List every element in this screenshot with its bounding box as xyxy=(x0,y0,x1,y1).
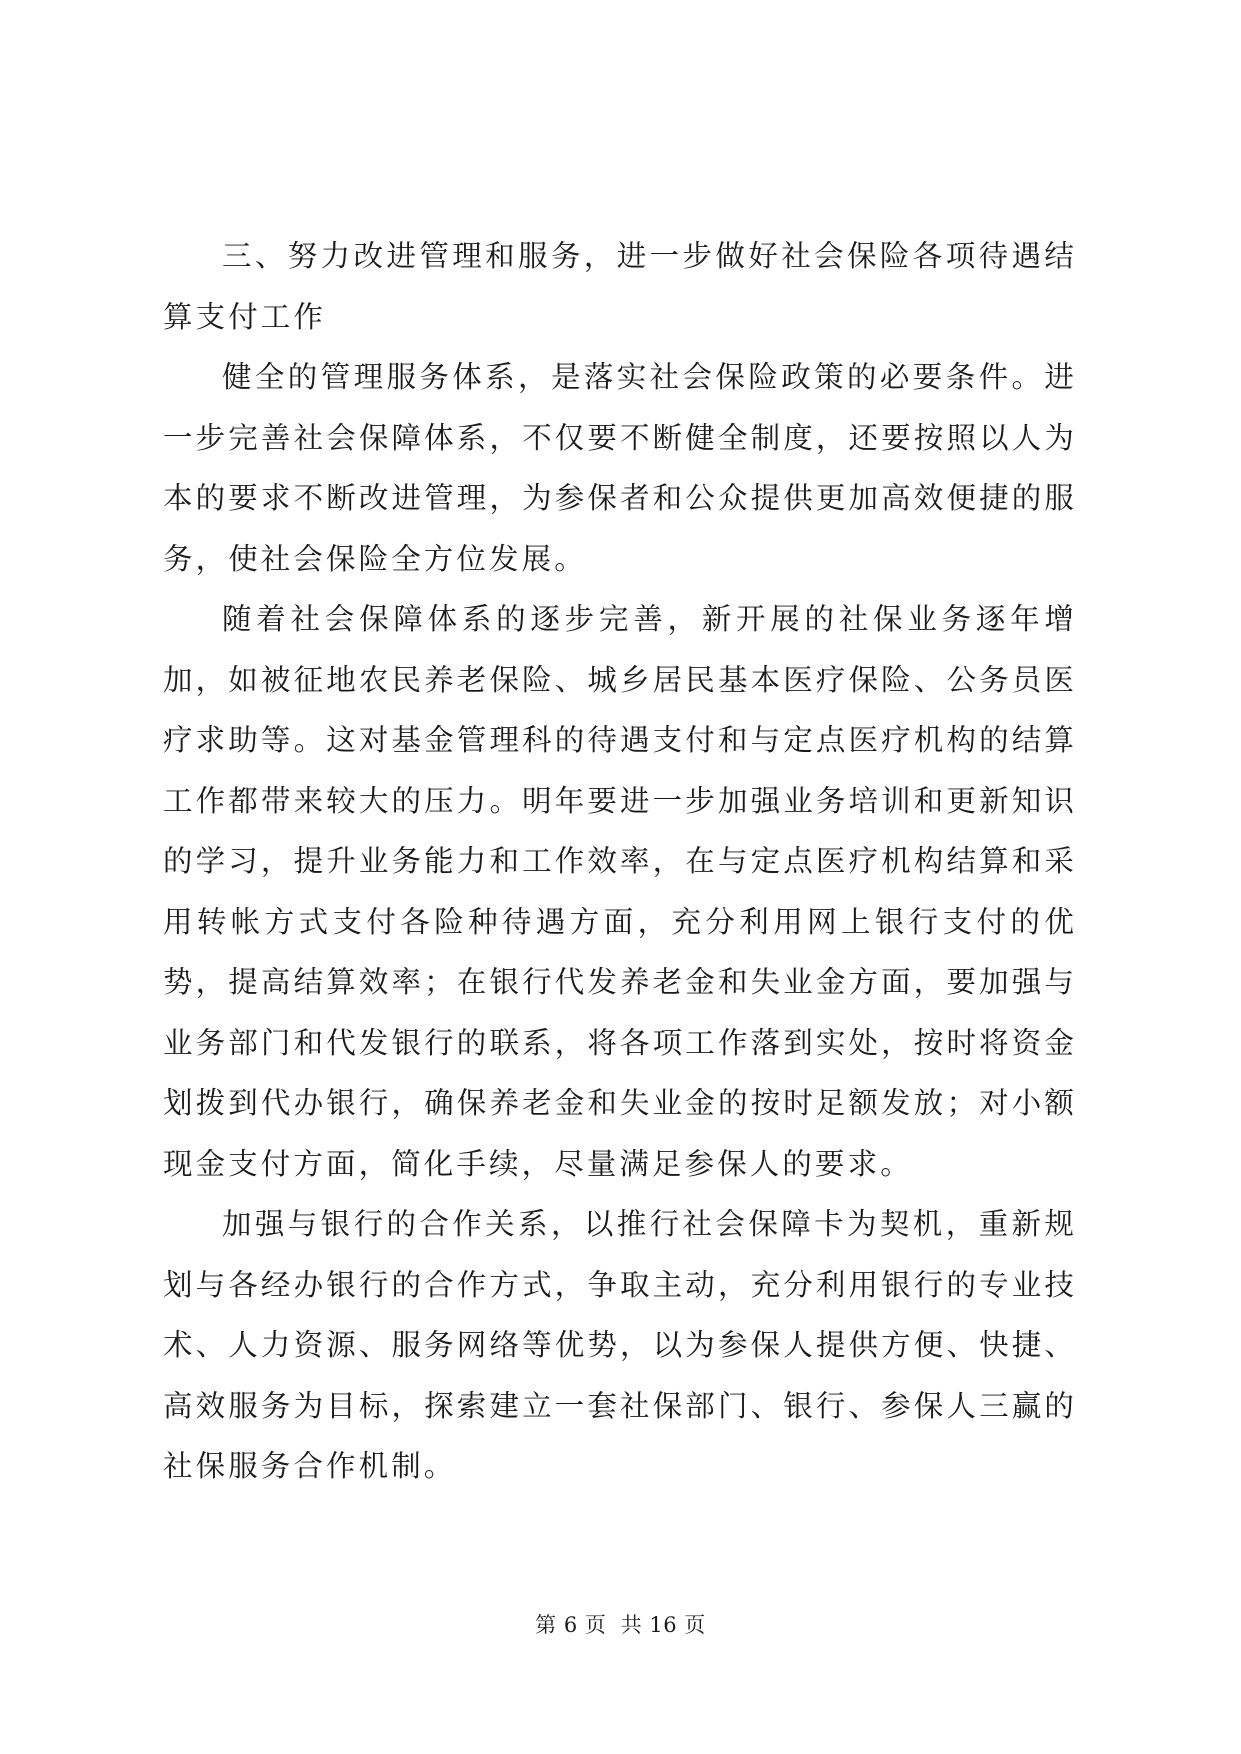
paragraph: 加强与银行的合作关系，以推行社会保障卡为契机，重新规划与各经办银行的合作方式，争取主动，充分利用银行的专业技术、人力资源、服务网络等优势，以为参保人提供方便、快捷、高效服务为目标，探索建立一套社保部门、银行、参保人三赢的社保服务合作机制。 xyxy=(163,1207,1077,1483)
paragraph: 随着社会保障体系的逐步完善，新开展的社保业务逐年增加，如被征地农民养老保险、城乡居民基本医疗保险、公务员医疗求助等。这对基金管理科的待遇支付和与定点医疗机构的结算工作都带来较大的压力。明年要进一步加强业务培训和更新知识的学习，提升业务能力和工作效率，在与定点医疗机构结算和采用转帐方式支付各险种待遇方面，充分利用网上银行支付的优势，提高结算效率；在银行代发养老金和失业金方面，要加强与业务部门和代发银行的联系，将各项工作落到实处，按时将资金划拨到代办银行，确保养老金和失业金的按时足额发放；对小额现金支付方面，简化手续，尽量满足参保人的要求。 xyxy=(163,602,1077,1181)
paragraph: 健全的管理服务体系，是落实社会保险政策的必要条件。进一步完善社会保障体系，不仅要不断健全制度，还要按照以人为本的要求不断改进管理，为参保者和公众提供更加高效便捷的服务，使社会保险全方位发展。 xyxy=(163,360,1077,576)
page-footer xyxy=(0,1611,1241,1639)
page-number: 第 6 页 共 16 页 xyxy=(535,1613,706,1637)
section-heading: 三、努力改进管理和服务，进一步做好社会保险各项待遇结算支付工作 xyxy=(163,239,1077,334)
document-body xyxy=(163,226,1077,1497)
